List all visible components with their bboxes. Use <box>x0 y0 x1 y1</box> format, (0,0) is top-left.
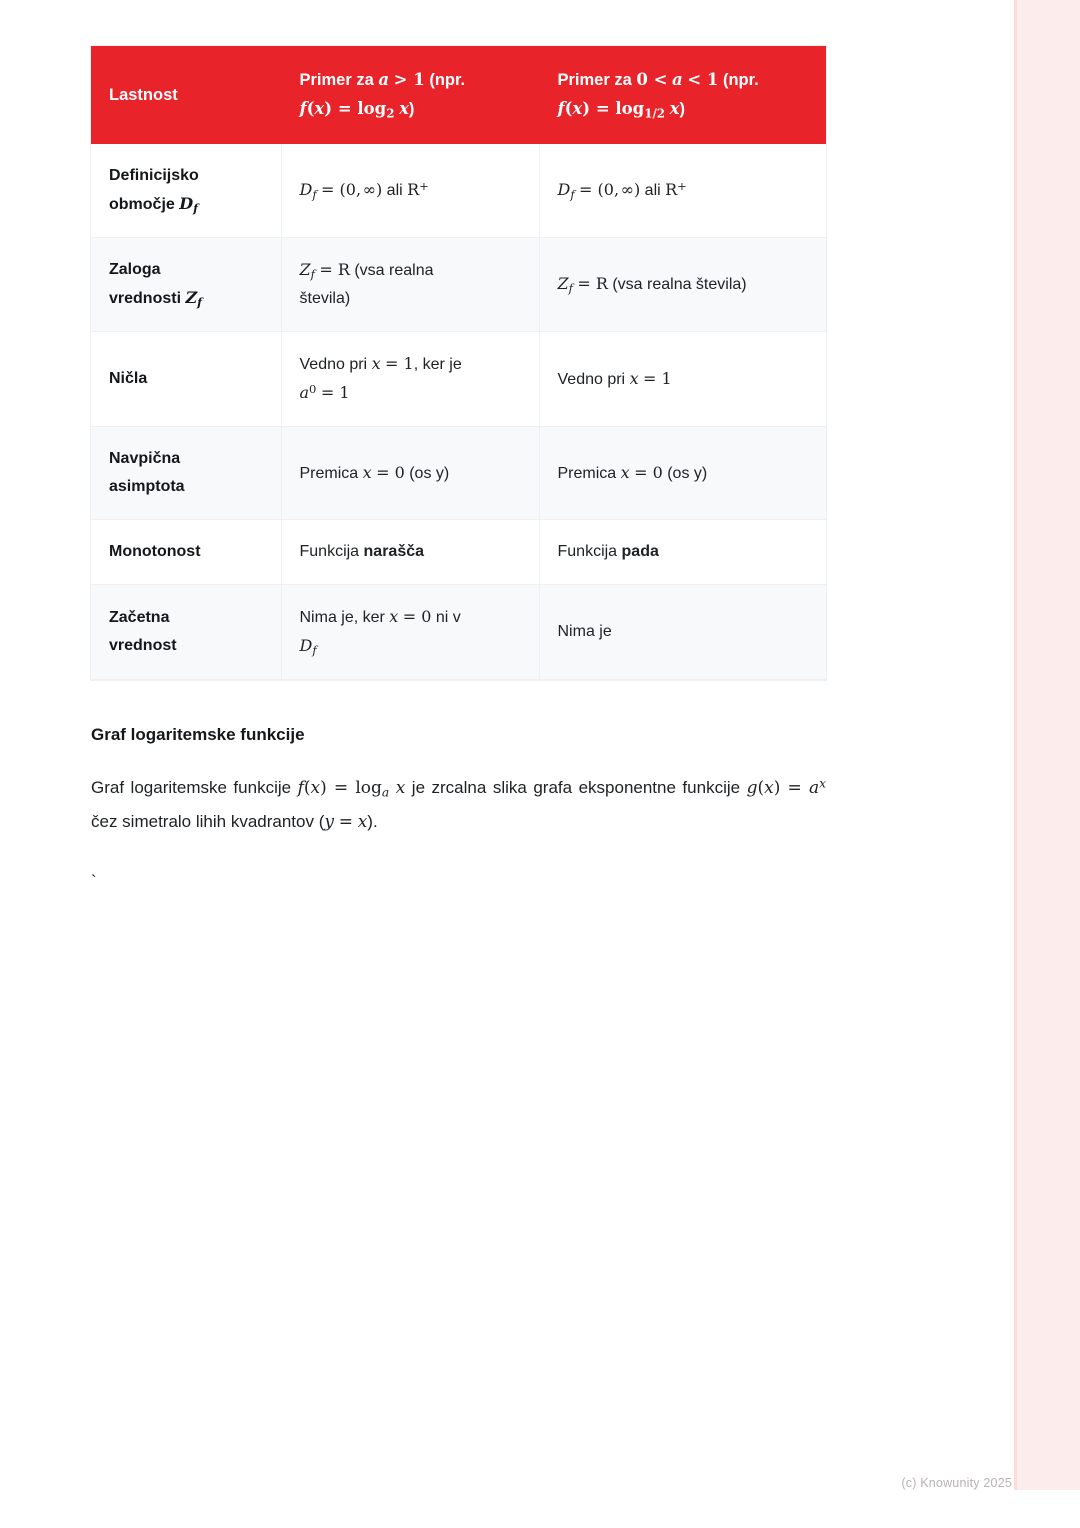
column-header-lastnost <box>91 46 281 144</box>
row-property-definicijsko-obmocje: Definicijsko območje $D_f$ <box>91 144 281 238</box>
table-row <box>91 144 826 238</box>
row-value-definicijsko-obmocje-a-gt-1: $D_f = (0$, ∞) ali R+ <box>281 144 539 238</box>
column-header-case-a-gt-1: Primer za a > 1 (npr. $f(x) = \log_2 x$) <box>281 46 539 144</box>
table-row <box>91 331 826 426</box>
table-row <box>91 237 826 331</box>
right-margin-divider <box>1014 0 1017 1490</box>
section-heading: Graf logaritemske funkcije <box>91 725 305 745</box>
row-value-monotonost-a-lt-1: Funkcija pada <box>539 520 826 585</box>
properties-table <box>91 46 826 680</box>
row-property-zaloga-vrednosti: Zaloga vrednosti $Z_f$ <box>91 237 281 331</box>
document-content <box>91 46 826 893</box>
row-value-navpicna-asimptota-a-lt-1: Premica x = 0 (os y) <box>539 427 826 520</box>
row-value-zacetna-vrednost-a-gt-1: Nima je, ker x = 0 ni v $D_f$ <box>281 585 539 680</box>
row-value-zaloga-vrednosti-a-lt-1: $Z_f = R$ (vsa realna števila) <box>539 237 826 331</box>
table-row <box>91 520 826 585</box>
column-header-lastnost-label: Lastnost <box>109 85 178 104</box>
row-value-navpicna-asimptota-a-gt-1: Premica x = 0 (os y) <box>281 427 539 520</box>
column-header-case-a-lt-1: Primer za 0 < a < 1 (npr. $f(x) = \log_{1/2} x$) <box>539 46 826 144</box>
section-paragraph: Graf logaritemske funkcije $f(x) = \log_a x$ je zrcalna slika grafa eksponentne funkcije $g(x) = a^x$ čez simetralo lihih kvadrantov (y = x). <box>91 776 826 833</box>
right-margin-strip <box>1017 0 1080 1490</box>
table-header-row <box>91 46 826 144</box>
row-value-definicijsko-obmocje-a-lt-1: $D_f = (0$, ∞) ali R+ <box>539 144 826 238</box>
row-value-nicla-a-lt-1: Vedno pri x = 1 <box>539 331 826 426</box>
row-value-zacetna-vrednost-a-lt-1-label: Nima je <box>557 623 612 641</box>
row-property-navpicna-asimptota: Navpična asimptota <box>91 427 281 520</box>
row-value-zacetna-vrednost-a-lt-1 <box>539 585 826 680</box>
footer-copyright: (c) Knowunity 2025 <box>901 1476 1012 1490</box>
row-value-zaloga-vrednosti-a-gt-1: $Z_f = R$ (vsa realna števila) <box>281 237 539 331</box>
table-row <box>91 427 826 520</box>
row-property-zacetna-vrednost: Začetna vrednost <box>91 585 281 680</box>
table-row <box>91 585 826 680</box>
row-property-monotonost <box>91 520 281 585</box>
row-value-nicla-a-gt-1: Vedno pri x = 1, ker je $a^0 = 1$ <box>281 331 539 426</box>
row-property-nicla <box>91 331 281 426</box>
stray-mark: ` <box>91 871 97 891</box>
row-property-nicla-label: Ničla <box>109 370 148 388</box>
row-property-monotonost-label: Monotonost <box>109 543 201 561</box>
row-value-monotonost-a-gt-1: Funkcija narašča <box>281 520 539 585</box>
